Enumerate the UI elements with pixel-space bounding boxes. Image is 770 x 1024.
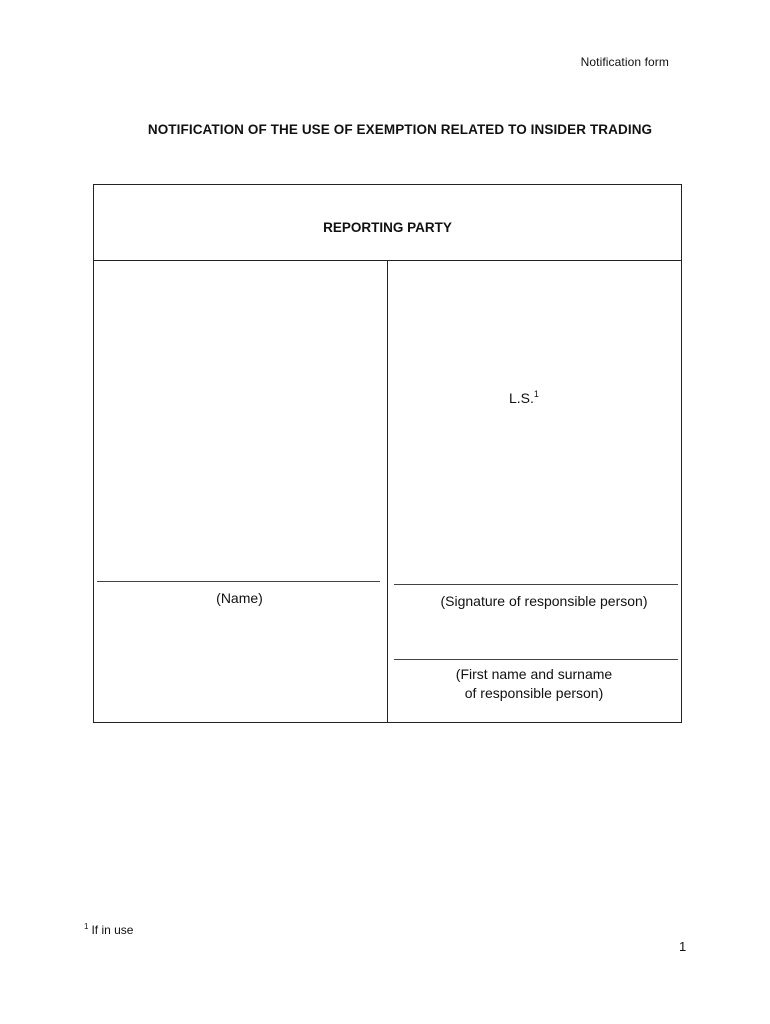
fullname-caption-line2: of responsible person) — [464, 685, 604, 701]
name-caption: (Name) — [216, 590, 263, 606]
page-number: 1 — [679, 939, 687, 954]
signature-caption: (Signature of responsible person) — [440, 593, 648, 609]
footnote-marker: 1 — [84, 922, 89, 931]
section-heading-text: REPORTING PARTY — [323, 220, 452, 235]
footnote — [84, 922, 133, 937]
seal-footnote-ref: 1 — [533, 389, 539, 399]
fullname-caption-line1: (First name and surname — [455, 666, 613, 682]
name-line — [97, 581, 380, 582]
signature-line — [394, 584, 678, 585]
document-title: NOTIFICATION OF THE USE OF EXEMPTION RELATED TO INSIDER TRADING — [147, 122, 653, 137]
section-heading — [94, 185, 681, 261]
column-divider — [387, 261, 388, 723]
fullname-line — [394, 659, 678, 660]
form-type-label: Notification form — [580, 55, 669, 69]
seal-placeholder — [509, 389, 539, 406]
seal-label: L.S. — [509, 390, 534, 406]
fullname-caption — [394, 665, 674, 703]
footnote-text: If in use — [91, 923, 134, 937]
reporting-party-form — [93, 184, 682, 723]
